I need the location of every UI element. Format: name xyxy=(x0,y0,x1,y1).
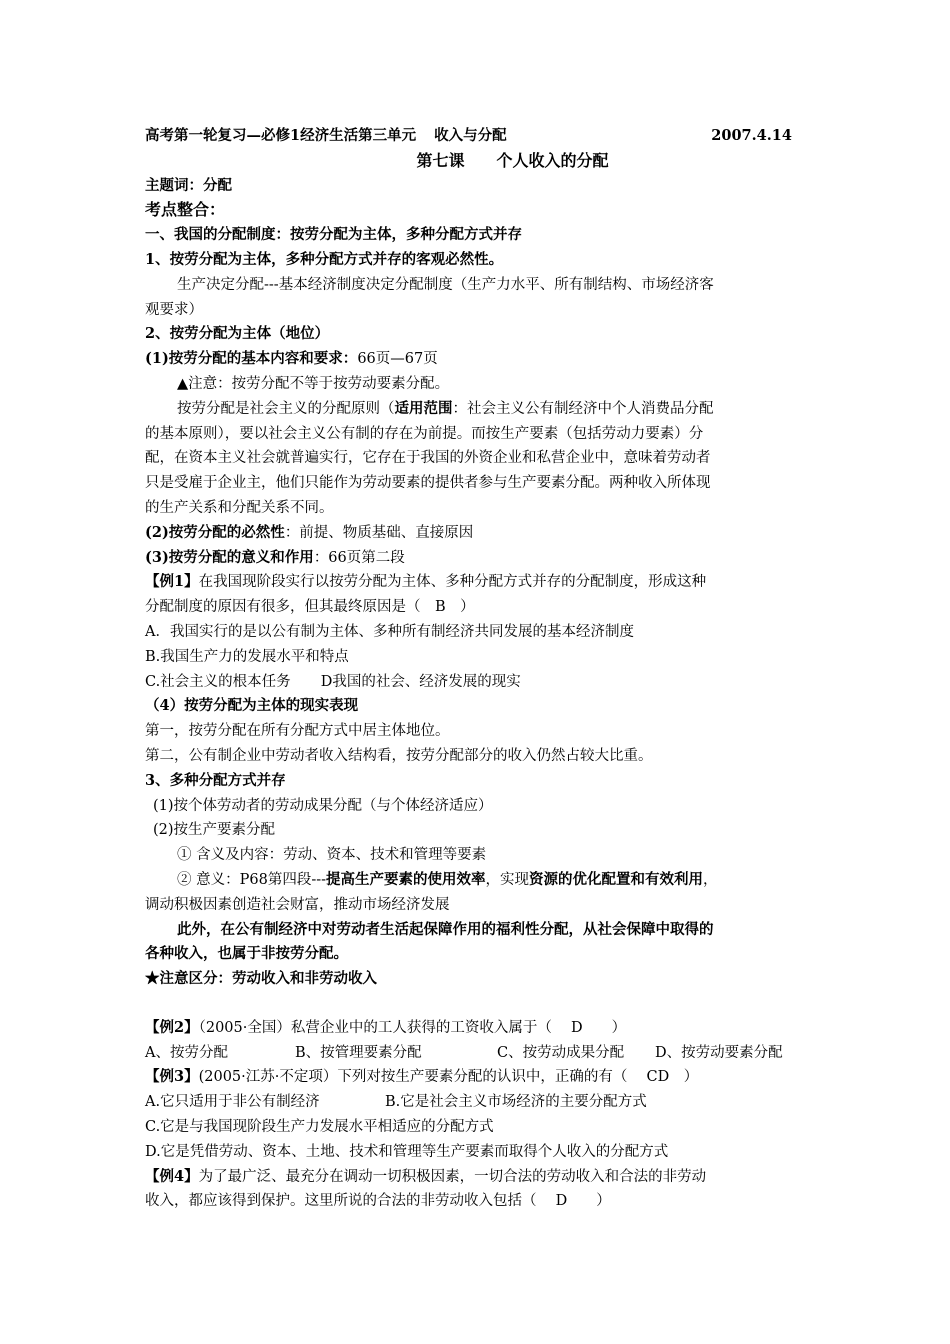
header-left: 高考第一轮复习—必修1经济生活第三单元 xyxy=(145,127,417,144)
example-3-tag: 【例3】 xyxy=(145,1068,199,1086)
section-2-heading: 2、按劳分配为主体（地位） xyxy=(145,325,330,343)
example-4-tag: 【例4】 xyxy=(145,1167,199,1185)
example-3-option-d: D.它是凭借劳动、资本、土地、技术和管理等生产要素而取得个人收入的分配方式 xyxy=(145,1143,669,1160)
paragraph-1-line-2: 观要求） xyxy=(145,301,203,318)
example-4-text: 为了最广泛、最充分在调动一切积极因素，一切合法的劳动收入和合法的非劳动 xyxy=(198,1168,707,1185)
section-2-1-label: (1)按劳分配的基本内容和要求： xyxy=(145,350,358,368)
example-1-text: 在我国现阶段实行以按劳分配为主体、多种分配方式并存的分配制度，形成这种 xyxy=(198,574,707,591)
document-page xyxy=(145,124,810,1214)
paragraph-2-line-2: 的基本原则），要以社会主义公有制的存在为前提。而按生产要素（包括劳动力要素）分 xyxy=(145,425,704,442)
section-3-2-b-line-2: 调动积极因素创造社会财富，推动市场经济发展 xyxy=(145,896,450,913)
star-note: ★注意区分：劳动收入和非劳动收入 xyxy=(145,970,377,988)
kaodian-heading: 考点整合： xyxy=(145,200,226,220)
significance-prefix: ② 意义：P68第四段--- xyxy=(177,871,327,888)
section-2-4-heading: （4）按劳分配为主体的现实表现 xyxy=(145,697,359,715)
paragraph-2-line-1 xyxy=(145,397,810,422)
example-3-option-c: C.它是与我国现阶段生产力发展水平相适应的分配方式 xyxy=(145,1119,494,1136)
section-1-heading: 一、我国的分配制度：按劳分配为主体，多种分配方式并存 xyxy=(145,226,522,244)
example-1-line-1 xyxy=(145,570,810,595)
section-2-1-value: 66页—67页 xyxy=(357,351,438,368)
header-date: 2007.4.14 xyxy=(711,127,792,144)
example-2-option-c: C、按劳动成果分配 xyxy=(497,1044,625,1061)
significance-bold-2: 的使用效率 xyxy=(413,870,486,888)
example-1-option-a: A．我国实行的是以公有制为主体、多种所有制经济共同发展的基本经济制度 xyxy=(145,623,634,640)
example-1-option-c: C.社会主义的根本任务 xyxy=(145,673,291,690)
example-1-line-2: 分配制度的原因有很多，但其最终原因是（ B ） xyxy=(145,599,475,616)
section-2-3-value: ：66页第二段 xyxy=(313,549,405,566)
section-3-1: (1)按个体劳动者的劳动成果分配（与个体经济适应） xyxy=(153,797,493,814)
reality-second: 第二，公有制企业中劳动者收入结构看，按劳分配部分的收入仍然占较大比重。 xyxy=(145,747,653,764)
section-2-3 xyxy=(145,546,810,571)
header-middle: 收入与分配 xyxy=(434,127,507,144)
section-3-2: (2)按生产要素分配 xyxy=(153,822,276,839)
section-2-2 xyxy=(145,521,810,546)
example-2-question xyxy=(145,1016,810,1041)
section-2-2-label: (2)按劳分配的必然性 xyxy=(145,523,285,541)
example-2-options xyxy=(145,1041,810,1066)
paragraph-2-line-3: 配，在资本主义社会就普遍实行，它存在于我国的外资企业和私营企业中，意味着劳动者 xyxy=(145,450,711,467)
p2-text-c: ：社会主义公有制经济中个人消费品分配 xyxy=(452,400,714,417)
significance-bold-1: 提高生产要素 xyxy=(326,870,414,888)
example-1-option-d: D我国的社会、经济发展的现实 xyxy=(320,673,521,690)
lesson-title: 第七课 个人收入的分配 xyxy=(416,150,609,170)
example-2-tag: 【例2】 xyxy=(145,1018,199,1036)
example-3-text: (2005·江苏·不定项）下列对按生产要素分配的认识中，正确的有（ CD ） xyxy=(198,1069,699,1086)
p2-scope-label: 适用范围 xyxy=(394,399,453,417)
example-3-option-a: A.它只适用于非公有制经济 xyxy=(145,1094,320,1111)
example-4-line-2: 收入，都应该得到保护。这里所说的合法的非劳动收入包括（ D ） xyxy=(145,1193,611,1210)
header-course xyxy=(145,124,507,149)
example-4-line-1 xyxy=(145,1165,810,1190)
significance-bold-3: 资源的优化配置和有效利用 xyxy=(529,870,704,888)
paragraph-1-line-1: 生产决定分配---基本经济制度决定分配制度（生产力水平、所有制结构、市场经济客 xyxy=(177,276,714,293)
section-2-2-value: ：前提、物质基础、直接原因 xyxy=(284,524,474,541)
example-1-option-b: B.我国生产力的发展水平和特点 xyxy=(145,648,349,665)
example-2-option-d: D、按劳动要素分配 xyxy=(655,1044,783,1061)
extra-paragraph-line-2: 各种收入，也属于非按劳分配。 xyxy=(145,945,348,963)
example-3-options-ab xyxy=(145,1090,810,1115)
example-2-option-a: A、按劳分配 xyxy=(145,1044,228,1061)
spacer xyxy=(145,992,810,1016)
example-3-question xyxy=(145,1065,810,1090)
example-3-option-b: B.它是社会主义市场经济的主要分配方式 xyxy=(385,1094,647,1111)
paragraph-2-line-4: 只是受雇于企业主，他们只能作为劳动要素的提供者参与生产要素分配。两种收入所体现 xyxy=(145,475,711,492)
section-2-1 xyxy=(145,347,810,372)
note-1: ▲注意：按劳分配不等于按劳动要素分配。 xyxy=(177,375,450,392)
example-1-tag: 【例1】 xyxy=(145,573,199,591)
example-2-option-b: B、按管理要素分配 xyxy=(295,1044,422,1061)
significance-mid: ，实现 xyxy=(485,871,530,888)
p2-text-a: 按劳分配是社会主义的分配原则（ xyxy=(177,400,395,417)
section-3-2-b xyxy=(145,868,810,893)
paragraph-2-line-5: 的生产关系和分配关系不同。 xyxy=(145,499,334,516)
section-3-2-a: ① 含义及内容：劳动、资本、技术和管理等要素 xyxy=(177,847,487,864)
section-1-1-heading: 1、按劳分配为主体，多种分配方式并存的客观必然性。 xyxy=(145,250,504,268)
reality-first: 第一，按劳分配在所有分配方式中居主体地位。 xyxy=(145,723,450,740)
theme-word: 主题词：分配 xyxy=(145,176,232,194)
section-3-heading: 3、多种分配方式并存 xyxy=(145,771,286,789)
extra-paragraph-line-1: 此外，在公有制经济中对劳动者生活起保障作用的福利性分配，从社会保障中取得的 xyxy=(177,920,714,938)
example-2-text: （2005·全国）私营企业中的工人获得的工资收入属于（ D ） xyxy=(198,1019,627,1036)
example-1-options-cd xyxy=(145,670,810,695)
section-2-3-label: (3)按劳分配的意义和作用 xyxy=(145,548,314,566)
significance-comma: ， xyxy=(703,871,718,888)
document-header xyxy=(145,124,810,149)
